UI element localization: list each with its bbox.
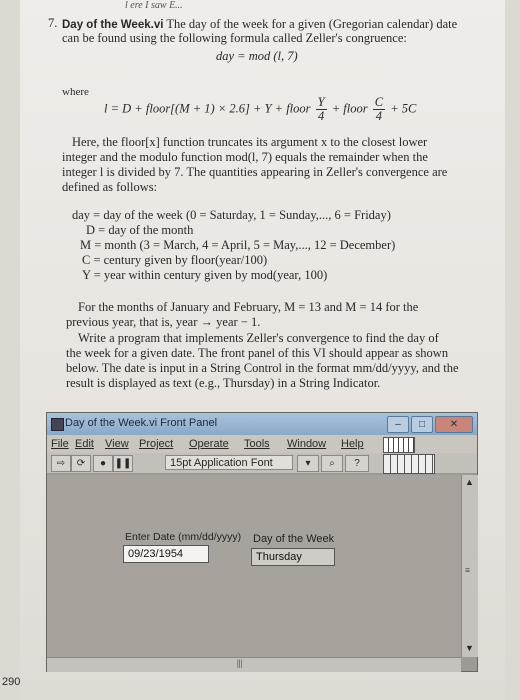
font-selector[interactable]: 15pt Application Font [165, 455, 293, 470]
date-string-control[interactable]: 09/23/1954 [123, 545, 209, 563]
help-icon[interactable]: ? [345, 455, 369, 472]
vertical-scrollbar[interactable] [461, 475, 478, 657]
header-fragment: l ere I saw E... [125, 0, 183, 11]
close-button[interactable]: ✕ [435, 416, 473, 433]
problem-intro-1: The day of the week for a given (Gregorian calendar) date [166, 17, 458, 31]
menu-view[interactable]: View [105, 438, 129, 450]
menu-operate[interactable]: Operate [189, 438, 229, 450]
para1-line3: integer l is divided by 7. The quantities appearing in Zeller's convergence are [62, 165, 448, 179]
scroll-up-icon[interactable]: ▲ [465, 477, 474, 487]
horizontal-scrollbar[interactable] [47, 657, 461, 672]
book-page [20, 0, 505, 700]
formula-day: day = mod (l, 7) [216, 49, 298, 63]
menu-window[interactable]: Window [287, 438, 327, 450]
formula-l: l = D + floor[(M + 1) × 2.6] + Y + floor $\frac{Y}{4}$ + floor $\frac{C}{4}$ + 5C [104, 95, 417, 123]
search-icon[interactable]: ⌕ [321, 455, 343, 472]
run-continuously-icon[interactable]: ⟳ [71, 455, 91, 472]
maximize-button[interactable]: □ [411, 416, 433, 433]
fraction-c-over-4: $\frac{C}{4}$ [374, 95, 384, 123]
labview-front-panel-window [46, 412, 478, 672]
align-icon[interactable]: ▾ [297, 455, 319, 472]
vi-icon [51, 418, 64, 431]
menu-help[interactable]: Help [341, 438, 364, 450]
para3-line2: the week for a given date. The front panel of this VI should appear as shown [66, 346, 449, 360]
def-y: Y = year within century given by mod(year, 100) [82, 268, 328, 282]
input-label: Enter Date (mm/dd/yyyy) [125, 531, 242, 543]
menu-project[interactable]: Project [139, 438, 174, 450]
para2-line2: previous year, that is, year → year − 1. [66, 315, 261, 329]
title-bar [47, 413, 477, 435]
window-title: Day of the Week.vi Front Panel [65, 417, 218, 429]
menu-tools[interactable]: Tools [244, 438, 270, 450]
menu-bar [47, 435, 477, 453]
vi-icon-preview [383, 437, 415, 453]
problem-intro-2: can be found using the following formula called Zeller's congruence: [62, 31, 407, 45]
def-d: D = day of the month [86, 223, 194, 237]
para3-line3: below. The date is input in a String Control in the format mm/dd/yyyy, and the [66, 361, 459, 375]
scroll-grip-icon[interactable]: ≡ [465, 565, 471, 575]
connector-pane-icon [383, 454, 435, 474]
problem-title: Day of the Week.vi [62, 19, 164, 31]
day-string-indicator: Thursday [251, 548, 335, 566]
page-number: 290 [2, 676, 21, 688]
para3-line1: Write a program that implements Zeller's convergence to find the day of [78, 331, 439, 345]
menu-file[interactable]: File [51, 438, 69, 450]
where-label: where [62, 86, 89, 98]
minimize-button[interactable]: – [387, 416, 409, 433]
run-arrow-icon[interactable]: ⇨ [51, 455, 71, 472]
para1-line1: Here, the floor[x] function truncates its argument x to the closest lower [72, 135, 428, 149]
front-panel-area [47, 475, 461, 657]
abort-icon[interactable]: ● [93, 455, 113, 472]
output-label: Day of the Week [253, 533, 335, 545]
def-c: C = century given by floor(year/100) [82, 253, 268, 267]
para3-line4: result is displayed as text (e.g., Thursday) in a String Indicator. [66, 376, 381, 390]
fraction-y-over-4: $\frac{Y}{4}$ [317, 95, 325, 123]
menu-edit[interactable]: Edit [75, 438, 94, 450]
scroll-down-icon[interactable]: ▼ [465, 643, 474, 653]
hscroll-grip-icon[interactable]: ||| [237, 658, 243, 668]
def-m: M = month (3 = March, 4 = April, 5 = May,..., 12 = December) [80, 238, 396, 252]
para2-line1: For the months of January and February, M = 13 and M = 14 for the [78, 300, 419, 314]
problem-number: 7. [48, 16, 58, 30]
para1-line4: defined as follows: [62, 180, 158, 194]
toolbar [47, 453, 477, 473]
pause-icon[interactable]: ❚❚ [113, 455, 133, 472]
para1-line2: integer and the modulo function mod(l, 7) equals the remainder when the [62, 150, 428, 164]
def-day: day = day of the week (0 = Saturday, 1 = Sunday,..., 6 = Friday) [72, 208, 391, 222]
